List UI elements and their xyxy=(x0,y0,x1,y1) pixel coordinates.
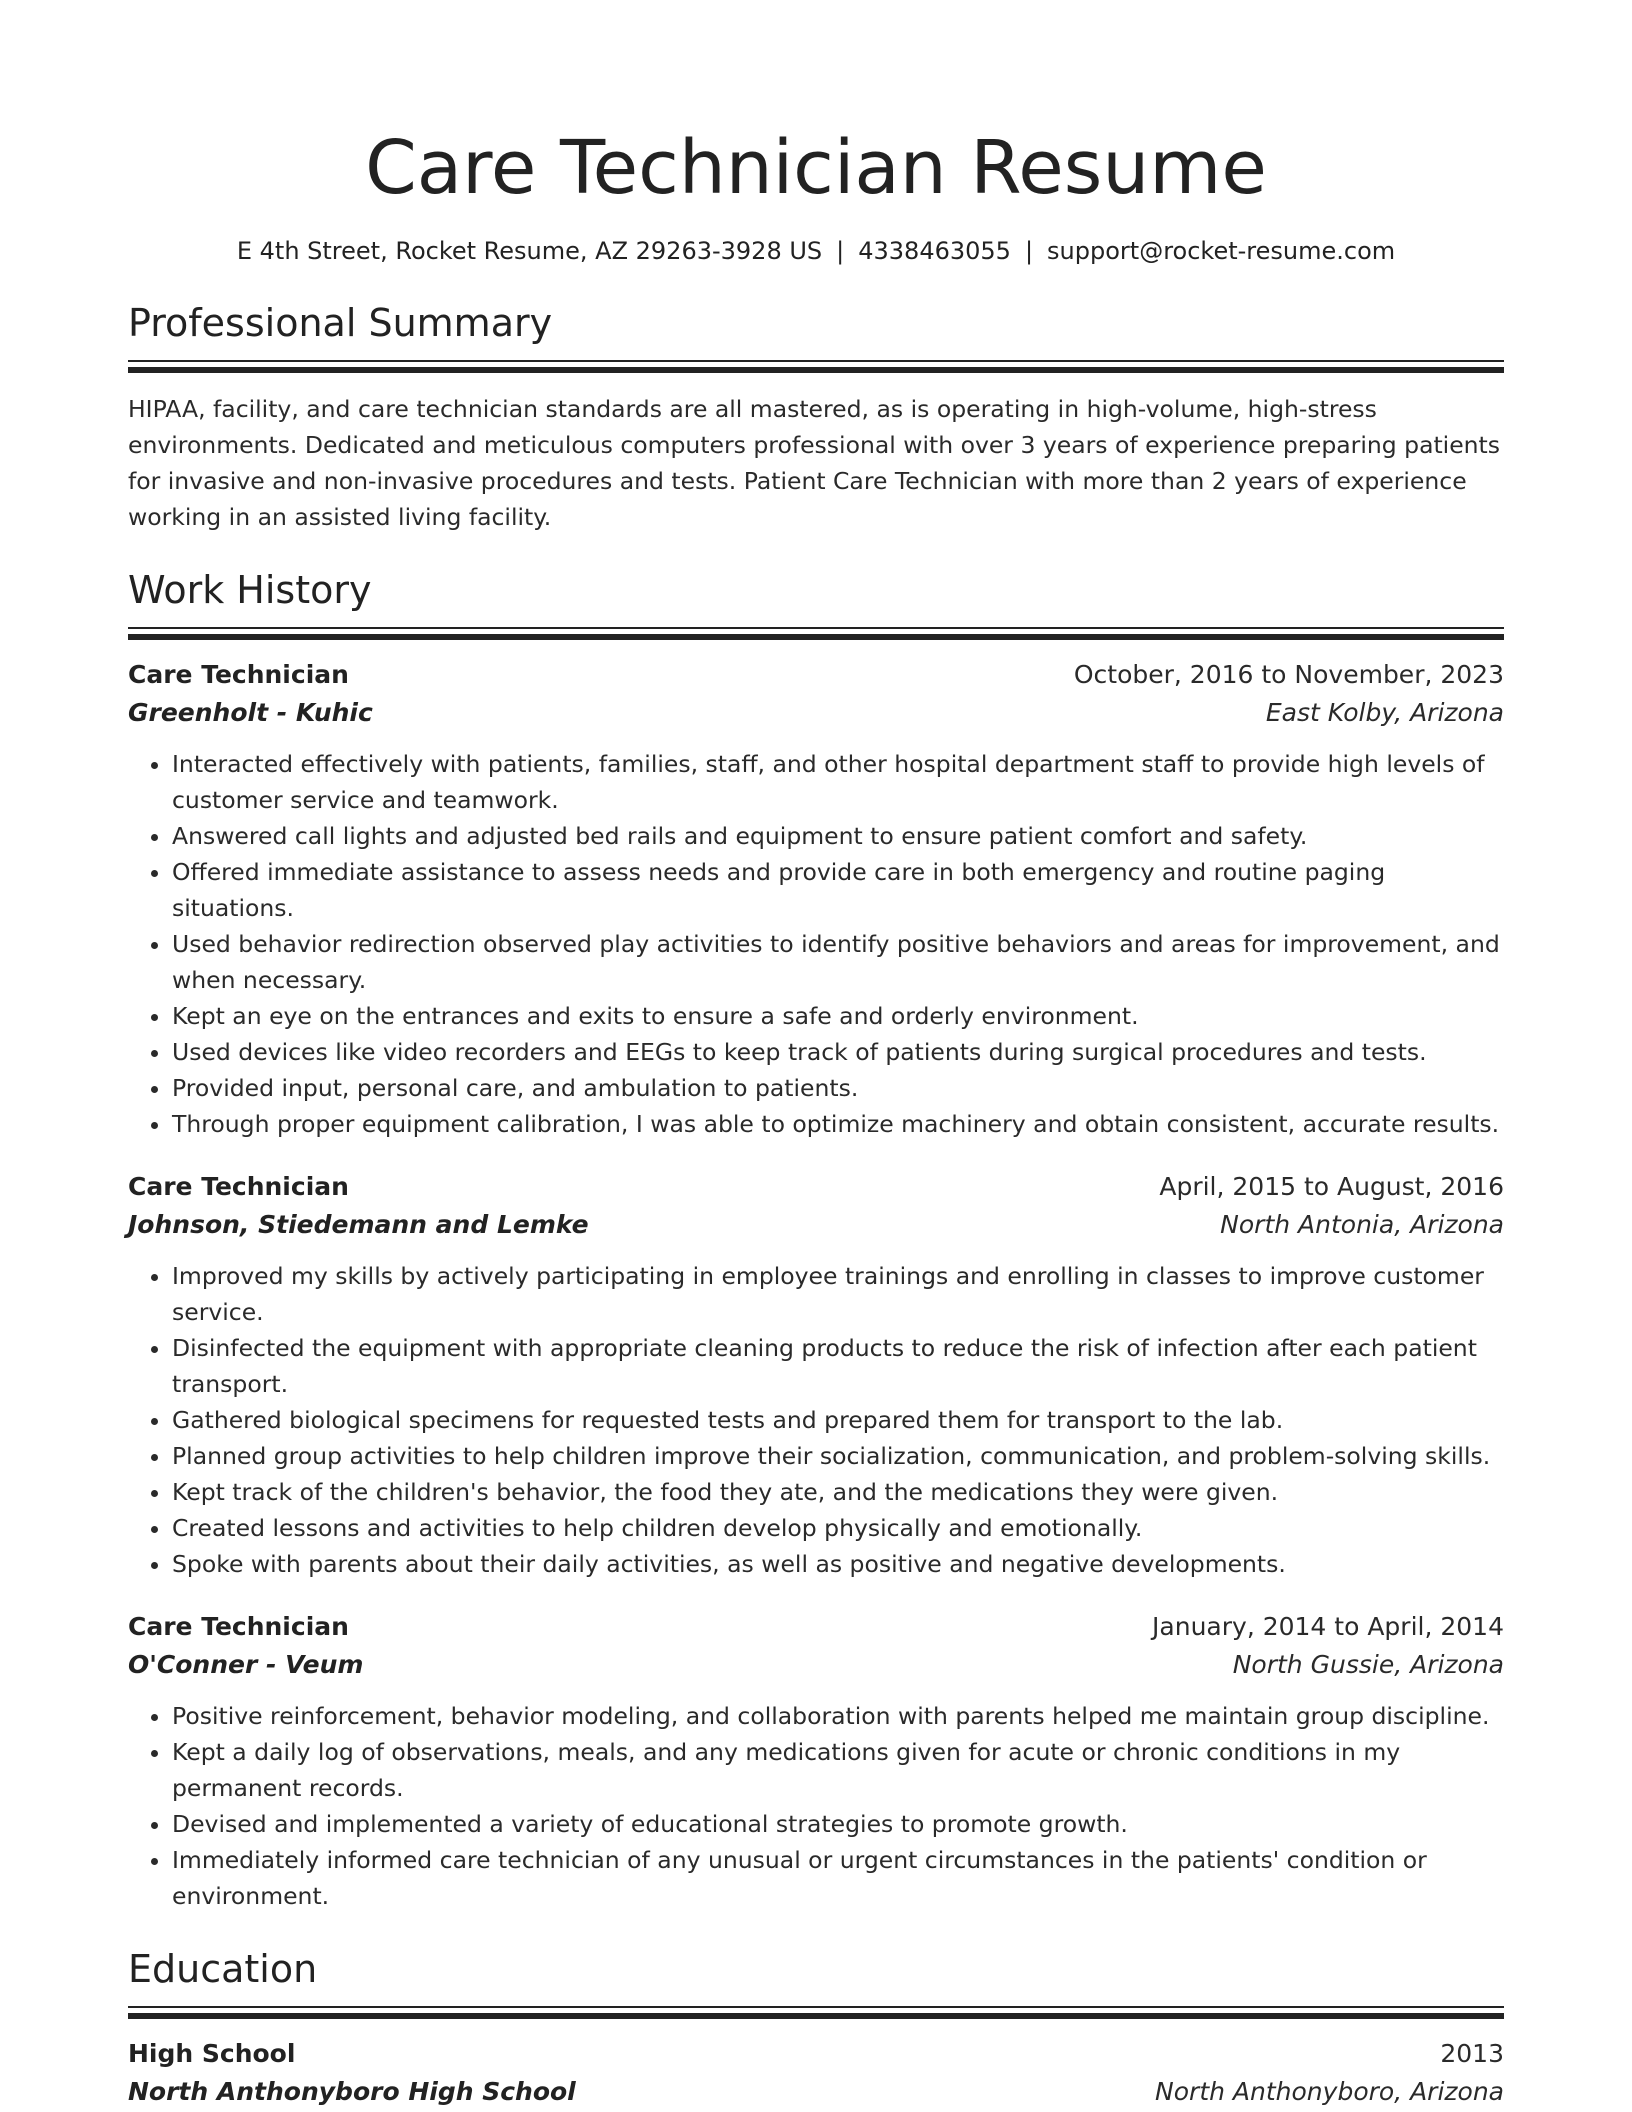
job-company: O'Conner - Veum xyxy=(128,1650,364,1679)
list-item: • Improved my skills by actively participating in employee trainings and enrolling in classes to improve customer service. xyxy=(172,1258,1504,1330)
job-location: East Kolby, Arizona xyxy=(1265,698,1504,727)
section-divider xyxy=(128,627,1504,629)
list-item: • Kept a daily log of observations, meals, and any medications given for acute or chronic conditions in my permanent records. xyxy=(172,1734,1504,1806)
list-item: • Immediately informed care technician of any unusual or urgent circumstances in the patients' condition or environment. xyxy=(172,1842,1504,1914)
list-item: • Used behavior redirection observed play activities to identify positive behaviors and areas for improvement, and when necessary. xyxy=(172,926,1504,998)
job-entry xyxy=(128,1608,1504,1914)
job-header-row xyxy=(128,1608,1504,1646)
job-entry xyxy=(128,1168,1504,1582)
job-header-row xyxy=(128,656,1504,694)
job-company: Johnson, Stiedemann and Lemke xyxy=(128,1210,589,1239)
contact-address: E 4th Street, Rocket Resume, AZ 29263-3928 US xyxy=(236,237,823,265)
education-school-row xyxy=(128,2073,1504,2111)
job-company: Greenholt - Kuhic xyxy=(128,698,373,727)
contact-email[interactable]: support@rocket-resume.com xyxy=(1047,237,1396,265)
section-divider-thick xyxy=(128,2013,1504,2019)
list-item: • Provided input, personal care, and ambulation to patients. xyxy=(172,1070,1504,1106)
education-entry xyxy=(128,2035,1504,2111)
job-company-row xyxy=(128,1646,1504,1684)
list-item: • Interacted effectively with patients, families, staff, and other hospital department staff to provide high levels of customer service and teamwork. xyxy=(172,746,1504,818)
list-item: • Gathered biological specimens for requested tests and prepared them for transport to the lab. xyxy=(172,1402,1504,1438)
page-title: Care Technician Resume xyxy=(365,125,1267,211)
list-item: • Spoke with parents about their daily activities, as well as positive and negative developments. xyxy=(172,1546,1504,1582)
job-dates: October, 2016 to November, 2023 xyxy=(1073,660,1504,689)
section-divider xyxy=(128,360,1504,362)
contact-line xyxy=(128,234,1504,268)
job-bullets xyxy=(128,1258,1504,1582)
education-school: North Anthonyboro High School xyxy=(128,2077,576,2106)
list-item: • Positive reinforcement, behavior modeling, and collaboration with parents helped me maintain group discipline. xyxy=(172,1698,1504,1734)
list-item: • Offered immediate assistance to assess needs and provide care in both emergency and routine paging situations. xyxy=(172,854,1504,926)
education-header-row xyxy=(128,2035,1504,2073)
job-company-row xyxy=(128,694,1504,732)
education-degree: High School xyxy=(128,2039,296,2068)
summary-text: HIPAA, facility, and care technician standards are all mastered, as is operating in high-volume, high-stress environments. Dedicated and meticulous computers professional with over 3 years of experience preparing patients for invasive and non-invasive procedures and tests. Patient Care Technician with more than 2 years of experience working in an assisted living facility. xyxy=(128,395,1501,531)
education-year: 2013 xyxy=(1440,2039,1504,2068)
job-dates: January, 2014 to April, 2014 xyxy=(1152,1612,1504,1641)
job-bullets xyxy=(128,1698,1504,1914)
section-divider-thick xyxy=(128,367,1504,373)
list-item: • Kept an eye on the entrances and exits to ensure a safe and orderly environment. xyxy=(172,998,1504,1034)
list-item: • Kept track of the children's behavior, the food they ate, and the medications they were given. xyxy=(172,1474,1504,1510)
section-heading-summary: Professional Summary xyxy=(128,301,553,345)
job-entry xyxy=(128,656,1504,1142)
section-divider-thick xyxy=(128,634,1504,640)
job-location: North Antonia, Arizona xyxy=(1220,1210,1504,1239)
section-heading-work-history: Work History xyxy=(128,568,372,612)
contact-phone: 4338463055 xyxy=(858,237,1011,265)
list-item: • Used devices like video recorders and EEGs to keep track of patients during surgical procedures and tests. xyxy=(172,1034,1504,1070)
education-location: North Anthonyboro, Arizona xyxy=(1155,2077,1504,2106)
section-heading-education: Education xyxy=(128,1947,318,1991)
contact-separator: | xyxy=(1024,237,1034,265)
job-title: Care Technician xyxy=(128,1612,349,1641)
list-item: • Planned group activities to help children improve their socialization, communication, and problem-solving skills. xyxy=(172,1438,1504,1474)
job-header-row xyxy=(128,1168,1504,1206)
job-company-row xyxy=(128,1206,1504,1244)
list-item: • Disinfected the equipment with appropriate cleaning products to reduce the risk of infection after each patient transport. xyxy=(172,1330,1504,1402)
job-dates: April, 2015 to August, 2016 xyxy=(1159,1172,1504,1201)
list-item: • Devised and implemented a variety of educational strategies to promote growth. xyxy=(172,1806,1504,1842)
resume-page xyxy=(128,0,1504,2111)
job-title: Care Technician xyxy=(128,660,349,689)
list-item: • Answered call lights and adjusted bed rails and equipment to ensure patient comfort and safety. xyxy=(172,818,1504,854)
section-divider xyxy=(128,2006,1504,2008)
contact-separator: | xyxy=(836,237,845,265)
job-bullets xyxy=(128,746,1504,1142)
list-item: • Created lessons and activities to help children develop physically and emotionally. xyxy=(172,1510,1504,1546)
job-location: North Gussie, Arizona xyxy=(1232,1650,1504,1679)
job-title: Care Technician xyxy=(128,1172,349,1201)
list-item: • Through proper equipment calibration, I was able to optimize machinery and obtain consistent, accurate results. xyxy=(172,1106,1504,1142)
